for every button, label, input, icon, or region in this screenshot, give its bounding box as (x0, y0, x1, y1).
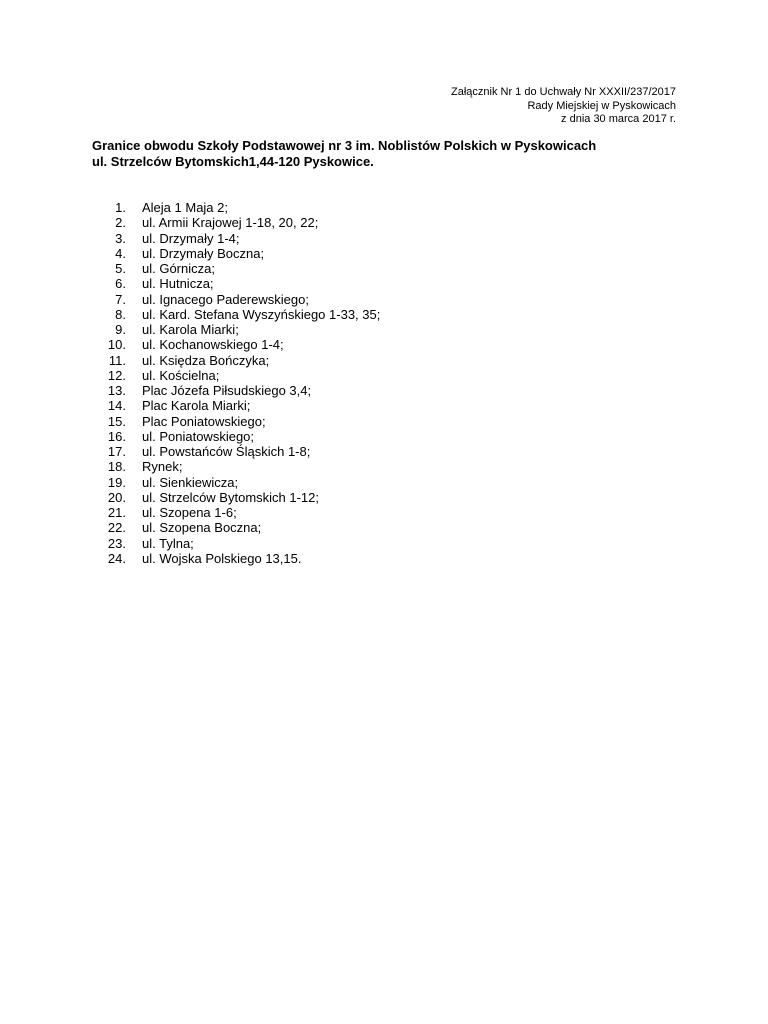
list-item (92, 368, 380, 383)
list-item-text: ul. Szopena Boczna; (142, 520, 262, 536)
list-item (92, 383, 380, 398)
list-item (92, 475, 380, 490)
list-item-number: 8. (115, 306, 126, 322)
council-line: Rady Miejskiej w Pyskowicach (527, 99, 676, 112)
list-item-number: 5. (115, 261, 126, 276)
list-item-text: ul. Powstańców Śląskich 1-8; (142, 444, 311, 459)
list-item-number: 6. (115, 276, 126, 292)
list-item-text: Rynek; (142, 459, 183, 475)
list-item-number: 16. (107, 428, 126, 444)
list-item (92, 459, 380, 474)
list-item-text: Plac Poniatowskiego; (142, 413, 266, 429)
list-item-number: 19. (107, 474, 126, 490)
list-item (92, 215, 380, 230)
list-item (92, 200, 380, 215)
list-item-text: Plac Karola Miarki; (142, 398, 251, 414)
list-item-number: 13. (107, 383, 126, 398)
list-item-text: ul. Drzymały 1-4; (142, 230, 240, 246)
list-item-number: 17. (107, 444, 126, 459)
list-item-number: 11. (108, 352, 126, 368)
list-item-text: ul. Ignacego Paderewskiego; (142, 291, 309, 307)
list-item-text: Plac Józefa Piłsudskiego 3,4; (142, 383, 312, 398)
list-item-text: ul. Sienkiewicza; (142, 474, 239, 490)
list-item-text: ul. Poniatowskiego; (142, 428, 255, 444)
list-item-text: ul. Szopena 1-6; (142, 505, 237, 520)
list-item-number: 14. (107, 398, 126, 414)
list-item (92, 292, 380, 307)
list-item-number: 10. (107, 337, 126, 353)
list-item (92, 520, 380, 535)
list-item (92, 490, 380, 505)
title-line-1: Granice obwodu Szkoły Podstawowej nr 3 im. Noblistów Polskich w Pyskowicach (92, 138, 597, 153)
list-item (92, 444, 380, 459)
list-item-text: ul. Kościelna; (142, 367, 220, 383)
list-item-text: ul. Kard. Stefana Wyszyńskiego 1-33, 35; (142, 306, 381, 322)
list-item-number: 4. (115, 245, 126, 261)
list-item-number: 18. (107, 459, 126, 475)
list-item-number: 21. (107, 505, 126, 520)
list-item (92, 231, 380, 246)
list-item-text: ul. Drzymały Boczna; (142, 245, 265, 261)
list-item-text: ul. Kochanowskiego 1-4; (142, 337, 284, 353)
list-item-text: ul. Strzelców Bytomskich 1-12; (142, 489, 320, 505)
list-item (92, 276, 380, 291)
list-item (92, 353, 380, 368)
street-list (92, 200, 380, 566)
list-item (92, 429, 380, 444)
title-line-2: ul. Strzelców Bytomskich1,44-120 Pyskowice. (92, 154, 374, 169)
list-item (92, 414, 380, 429)
list-item-text: ul. Tylna; (142, 535, 194, 551)
list-item-number: 2. (115, 215, 126, 231)
list-item (92, 337, 380, 352)
list-item-number: 9. (115, 322, 126, 337)
list-item-text: ul. Hutnicza; (142, 276, 214, 292)
list-item (92, 307, 380, 322)
list-item-number: 24. (107, 550, 126, 566)
list-item-number: 1. (115, 200, 126, 215)
list-item-text: Aleja 1 Maja 2; (142, 200, 228, 215)
list-item-number: 3. (115, 230, 126, 246)
list-item-text: ul. Księdza Bończyka; (142, 352, 270, 368)
list-item (92, 322, 380, 337)
list-item (92, 261, 380, 276)
date-line: z dnia 30 marca 2017 r. (561, 113, 676, 125)
list-item-number: 20. (107, 489, 126, 505)
list-item (92, 398, 380, 413)
list-item-text: ul. Armii Krajowej 1-18, 20, 22; (142, 215, 319, 231)
list-item-number: 7. (115, 291, 126, 307)
list-item-text: ul. Górnicza; (142, 261, 215, 276)
list-item-text: ul. Wojska Polskiego 13,15. (142, 550, 302, 566)
list-item-number: 23. (107, 535, 126, 551)
list-item-text: ul. Karola Miarki; (142, 322, 239, 337)
list-item (92, 551, 380, 566)
list-item-number: 12. (107, 367, 126, 383)
list-item-number: 15. (107, 413, 126, 429)
list-item (92, 536, 380, 551)
document-title (92, 138, 596, 170)
attachment-header (451, 86, 676, 127)
attachment-line: Załącznik Nr 1 do Uchwały Nr XXXII/237/2017 (451, 86, 676, 98)
list-item (92, 505, 380, 520)
list-item-number: 22. (107, 520, 126, 536)
list-item (92, 246, 380, 261)
